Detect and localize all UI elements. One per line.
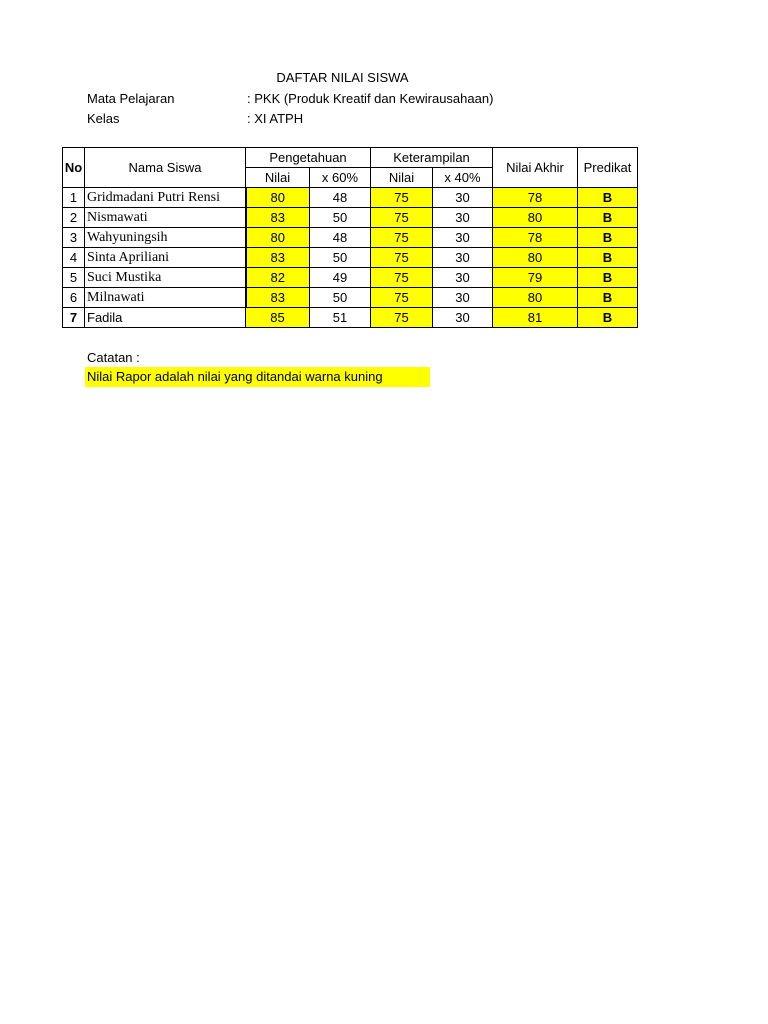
predicate: B [578, 268, 638, 288]
class-label: Kelas [87, 111, 120, 126]
predicate: B [578, 288, 638, 308]
predicate: B [578, 308, 638, 328]
skills-weighted: 30 [433, 288, 493, 308]
skills-weighted: 30 [433, 188, 493, 208]
note-text: Nilai Rapor adalah nilai yang ditandai warna kuning [85, 367, 430, 387]
row-no: 6 [63, 288, 85, 308]
knowledge-weighted: 48 [310, 228, 371, 248]
skills-weighted: 30 [433, 308, 493, 328]
final-score: 78 [493, 228, 578, 248]
table-row [63, 208, 638, 228]
table-row [63, 288, 638, 308]
header-knowledge-weight: x 60% [310, 168, 371, 188]
grades-table [62, 147, 638, 328]
final-score: 80 [493, 208, 578, 228]
student-name: Fadila [85, 308, 246, 328]
row-no: 2 [63, 208, 85, 228]
knowledge-score: 80 [246, 188, 310, 208]
skills-score: 75 [371, 208, 433, 228]
skills-score: 75 [371, 288, 433, 308]
knowledge-score: 82 [246, 268, 310, 288]
skills-score: 75 [371, 308, 433, 328]
student-name: Suci Mustika [85, 268, 246, 288]
page-title: DAFTAR NILAI SISWA [276, 70, 409, 85]
header-predicate: Predikat [578, 148, 638, 188]
predicate: B [578, 188, 638, 208]
header-name: Nama Siswa [85, 148, 246, 188]
knowledge-weighted: 50 [310, 288, 371, 308]
final-score: 78 [493, 188, 578, 208]
knowledge-weighted: 50 [310, 248, 371, 268]
subject-label: Mata Pelajaran [87, 91, 175, 106]
skills-weighted: 30 [433, 208, 493, 228]
header-knowledge-score: Nilai [246, 168, 310, 188]
predicate: B [578, 248, 638, 268]
header-knowledge: Pengetahuan [246, 148, 371, 168]
skills-weighted: 30 [433, 248, 493, 268]
skills-score: 75 [371, 248, 433, 268]
table-row [63, 228, 638, 248]
row-no: 7 [63, 308, 85, 328]
skills-score: 75 [371, 268, 433, 288]
header-skills-weight: x 40% [433, 168, 493, 188]
row-no: 1 [63, 188, 85, 208]
subject-value: : PKK (Produk Kreatif dan Kewirausahaan) [247, 91, 494, 106]
header-no: No [63, 148, 85, 188]
class-value: : XI ATPH [247, 111, 304, 126]
header-row [63, 148, 638, 168]
table-row [63, 188, 638, 208]
final-score: 79 [493, 268, 578, 288]
student-name: Sinta Apriliani [85, 248, 246, 268]
knowledge-score: 85 [246, 308, 310, 328]
row-no: 5 [63, 268, 85, 288]
table-row [63, 248, 638, 268]
row-no: 4 [63, 248, 85, 268]
table-row [63, 308, 638, 328]
final-score: 80 [493, 248, 578, 268]
knowledge-weighted: 48 [310, 188, 371, 208]
table-row [63, 268, 638, 288]
header-skills: Keterampilan [371, 148, 493, 168]
student-name: Gridmadani Putri Rensi [85, 188, 246, 208]
skills-weighted: 30 [433, 228, 493, 248]
student-name: Milnawati [85, 288, 246, 308]
final-score: 80 [493, 288, 578, 308]
skills-score: 75 [371, 228, 433, 248]
skills-score: 75 [371, 188, 433, 208]
knowledge-score: 80 [246, 228, 310, 248]
knowledge-weighted: 49 [310, 268, 371, 288]
knowledge-weighted: 51 [310, 308, 371, 328]
knowledge-weighted: 50 [310, 208, 371, 228]
note-label: Catatan : [87, 350, 140, 365]
student-name: Nismawati [85, 208, 246, 228]
knowledge-score: 83 [246, 288, 310, 308]
knowledge-score: 83 [246, 248, 310, 268]
predicate: B [578, 228, 638, 248]
knowledge-score: 83 [246, 208, 310, 228]
predicate: B [578, 208, 638, 228]
header-skills-score: Nilai [371, 168, 433, 188]
header-final: Nilai Akhir [493, 148, 578, 188]
student-name: Wahyuningsih [85, 228, 246, 248]
final-score: 81 [493, 308, 578, 328]
skills-weighted: 30 [433, 268, 493, 288]
row-no: 3 [63, 228, 85, 248]
